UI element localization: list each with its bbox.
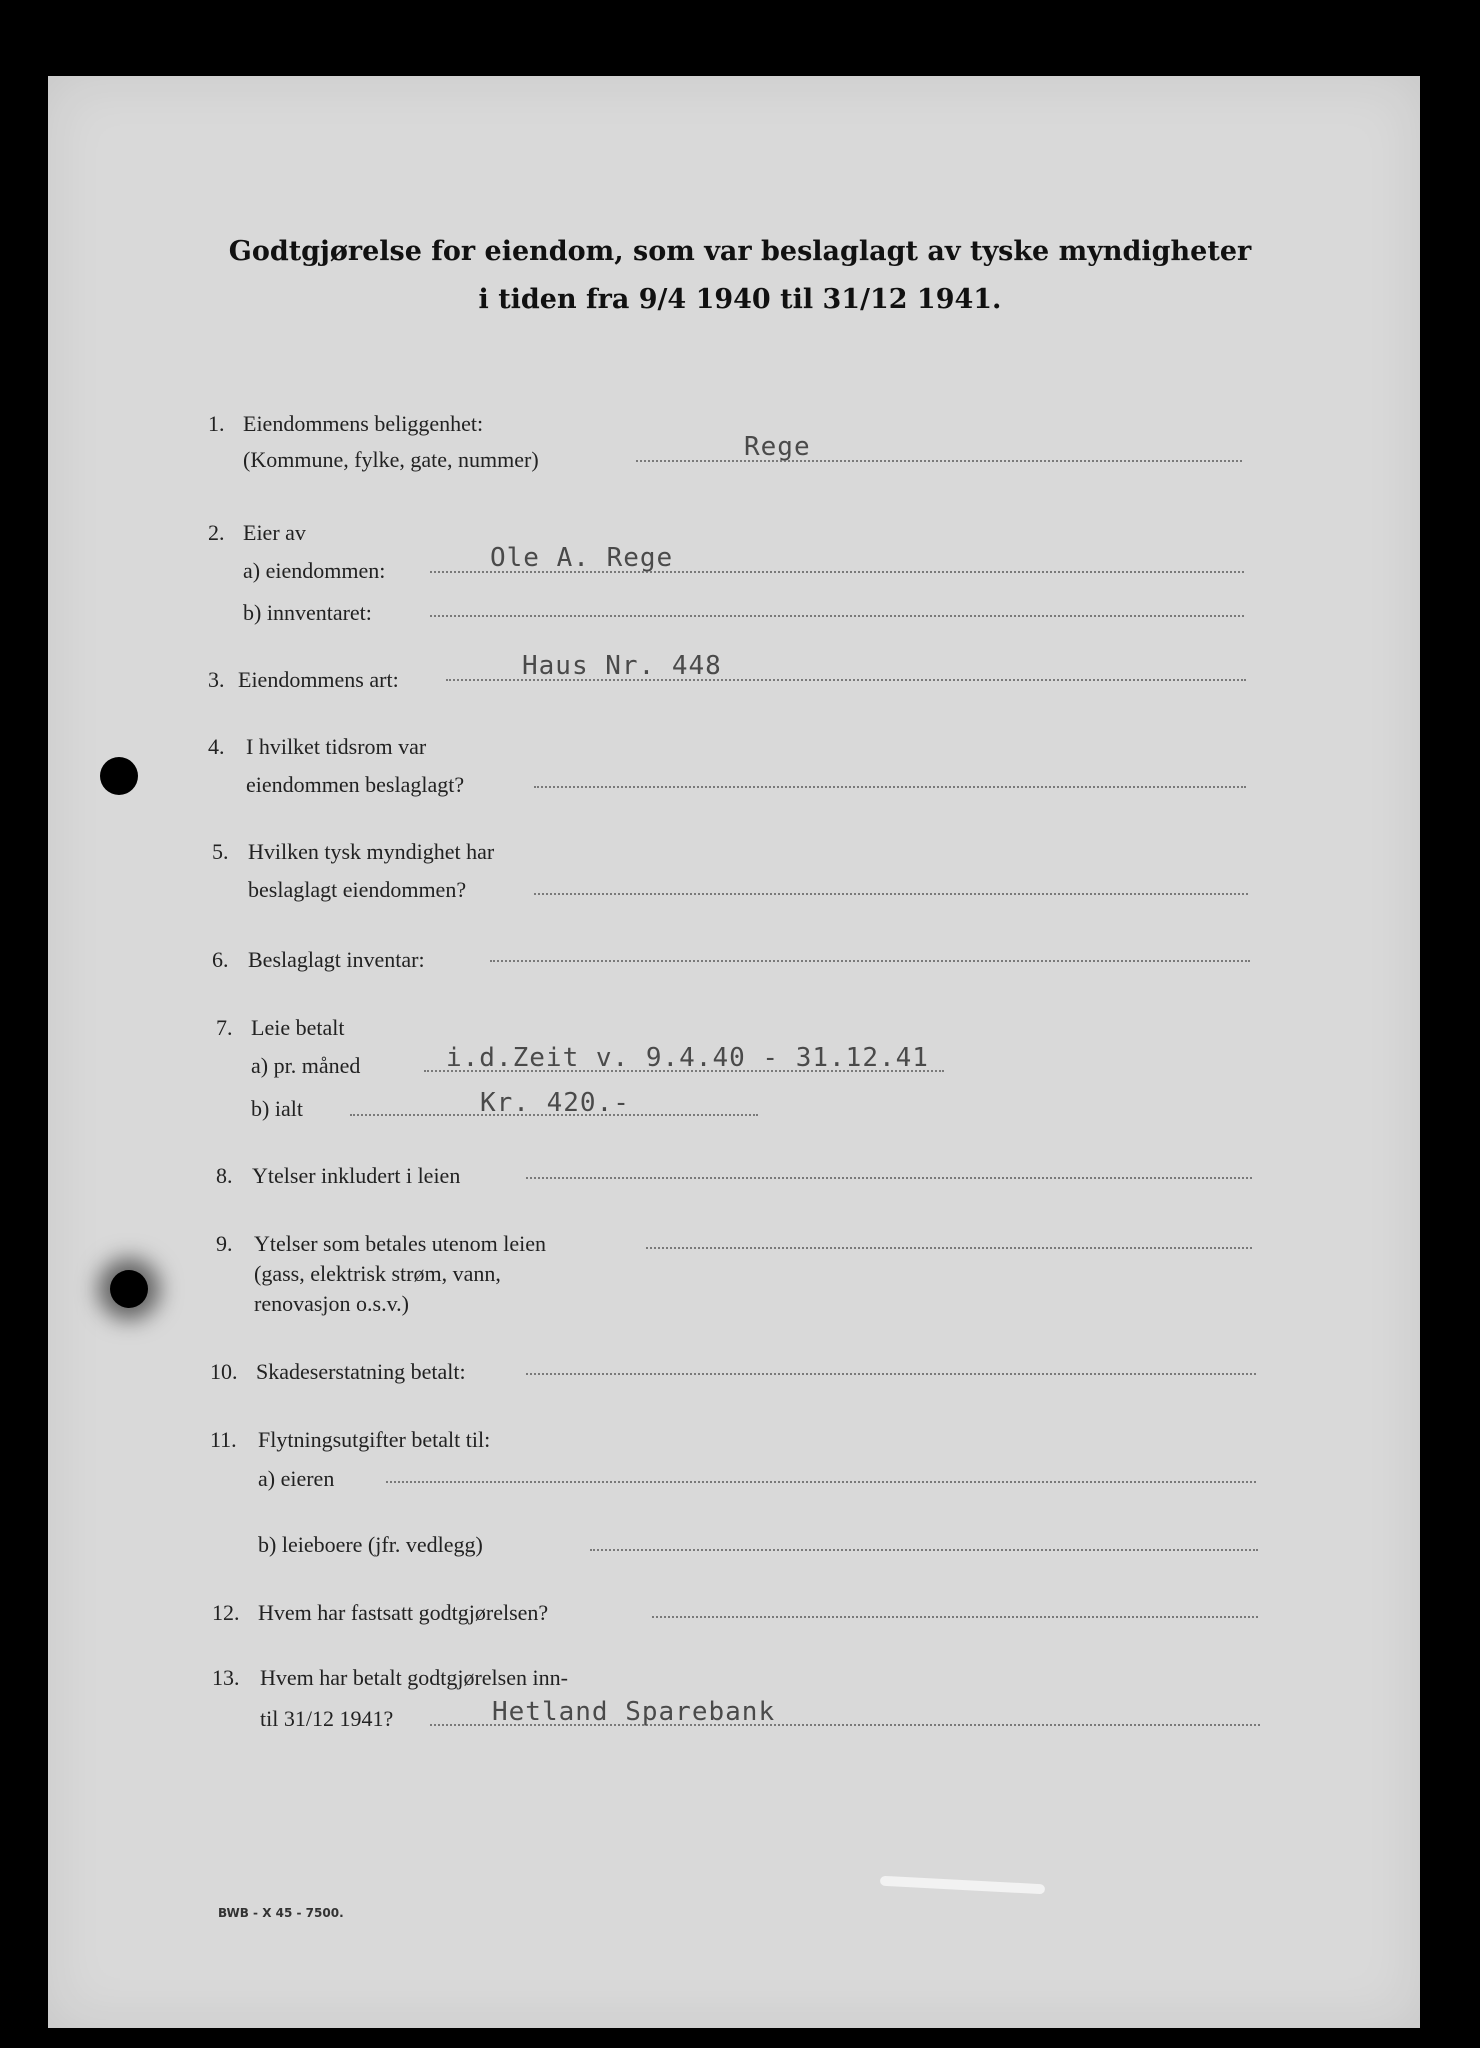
q1-number: 1. — [208, 411, 225, 436]
q12-answer-line — [652, 1616, 1258, 1618]
q3-label: Eiendommens art: — [238, 667, 399, 692]
punch-hole-bottom — [110, 1270, 148, 1308]
q2-label: Eier av — [243, 520, 306, 545]
q11a-label: a) eieren — [258, 1466, 335, 1491]
q10-label: Skadeserstatning betalt: — [256, 1359, 466, 1384]
q6-answer-line — [490, 960, 1250, 962]
q9-answer-line — [646, 1247, 1252, 1249]
q12-label: Hvem har fastsatt godtgjørelsen? — [258, 1600, 549, 1625]
q13-number: 13. — [212, 1665, 240, 1690]
q13-label-line2: til 31/12 1941? — [260, 1706, 394, 1731]
q9-label-line2: (gass, elektrisk strøm, vann, — [254, 1261, 501, 1286]
q5-label-line2: beslaglagt eiendommen? — [248, 877, 467, 902]
q7b-label: b) ialt — [251, 1096, 303, 1121]
q8-number: 8. — [216, 1163, 233, 1188]
q11b-answer-line — [590, 1549, 1258, 1551]
q7-number: 7. — [216, 1015, 233, 1040]
q9-label-line1: Ytelser som betales utenom leien — [254, 1231, 547, 1256]
q2b-label: b) innventaret: — [243, 600, 372, 625]
q13-label-line1: Hvem har betalt godtgjørelsen inn- — [260, 1665, 568, 1690]
q10-answer-line — [526, 1373, 1256, 1375]
q3-answer: Haus Nr. 448 — [522, 651, 722, 681]
q3-number: 3. — [208, 667, 225, 692]
q5-number: 5. — [212, 839, 229, 864]
q8-label: Ytelser inkludert i leien — [252, 1163, 461, 1188]
q4-answer-line — [534, 786, 1246, 788]
q1-label-line2: (Kommune, fylke, gate, nummer) — [243, 447, 539, 472]
q5-answer-line — [534, 893, 1248, 895]
q11-number: 11. — [210, 1427, 237, 1452]
q9-label-line3: renovasjon o.s.v.) — [254, 1291, 409, 1316]
q1-answer: Rege — [744, 432, 811, 462]
q2a-label: a) eiendommen: — [243, 558, 386, 583]
q4-label-line2: eiendommen beslaglagt? — [246, 772, 465, 797]
form-title-line2: i tiden fra 9/4 1940 til 31/12 1941. — [478, 284, 1002, 315]
q7-label: Leie betalt — [251, 1015, 345, 1040]
q7a-answer: i.d.Zeit v. 9.4.40 - 31.12.41 — [446, 1043, 929, 1073]
q7b-answer: Kr. 420.- — [480, 1088, 630, 1118]
q11b-label: b) leieboere (jfr. vedlegg) — [258, 1532, 483, 1557]
punch-hole-top — [100, 757, 138, 795]
q1-answer-line — [636, 460, 1242, 462]
q2a-answer: Ole A. Rege — [490, 543, 674, 573]
q11-label: Flytningsutgifter betalt til: — [258, 1427, 491, 1452]
q4-number: 4. — [208, 734, 225, 759]
q11a-answer-line — [386, 1481, 1256, 1483]
q6-number: 6. — [212, 947, 229, 972]
form-title-line1: Godtgjørelse for eiendom, som var beslaglagt av tyske myndigheter — [228, 236, 1252, 267]
q2b-answer-line — [430, 615, 1244, 617]
q4-label-line1: I hvilket tidsrom var — [246, 734, 427, 759]
q13-answer: Hetland Sparebank — [492, 1697, 776, 1727]
q8-answer-line — [526, 1177, 1252, 1179]
q6-label: Beslaglagt inventar: — [248, 947, 425, 972]
q10-number: 10. — [210, 1359, 238, 1384]
q9-number: 9. — [216, 1231, 233, 1256]
print-code: BWB - X 45 - 7500. — [218, 1906, 344, 1920]
q5-label-line1: Hvilken tysk myndighet har — [248, 839, 495, 864]
q12-number: 12. — [212, 1600, 240, 1625]
q2-number: 2. — [208, 520, 225, 545]
q1-label-line1: Eiendommens beliggenhet: — [243, 411, 484, 436]
q7a-label: a) pr. måned — [251, 1053, 361, 1078]
